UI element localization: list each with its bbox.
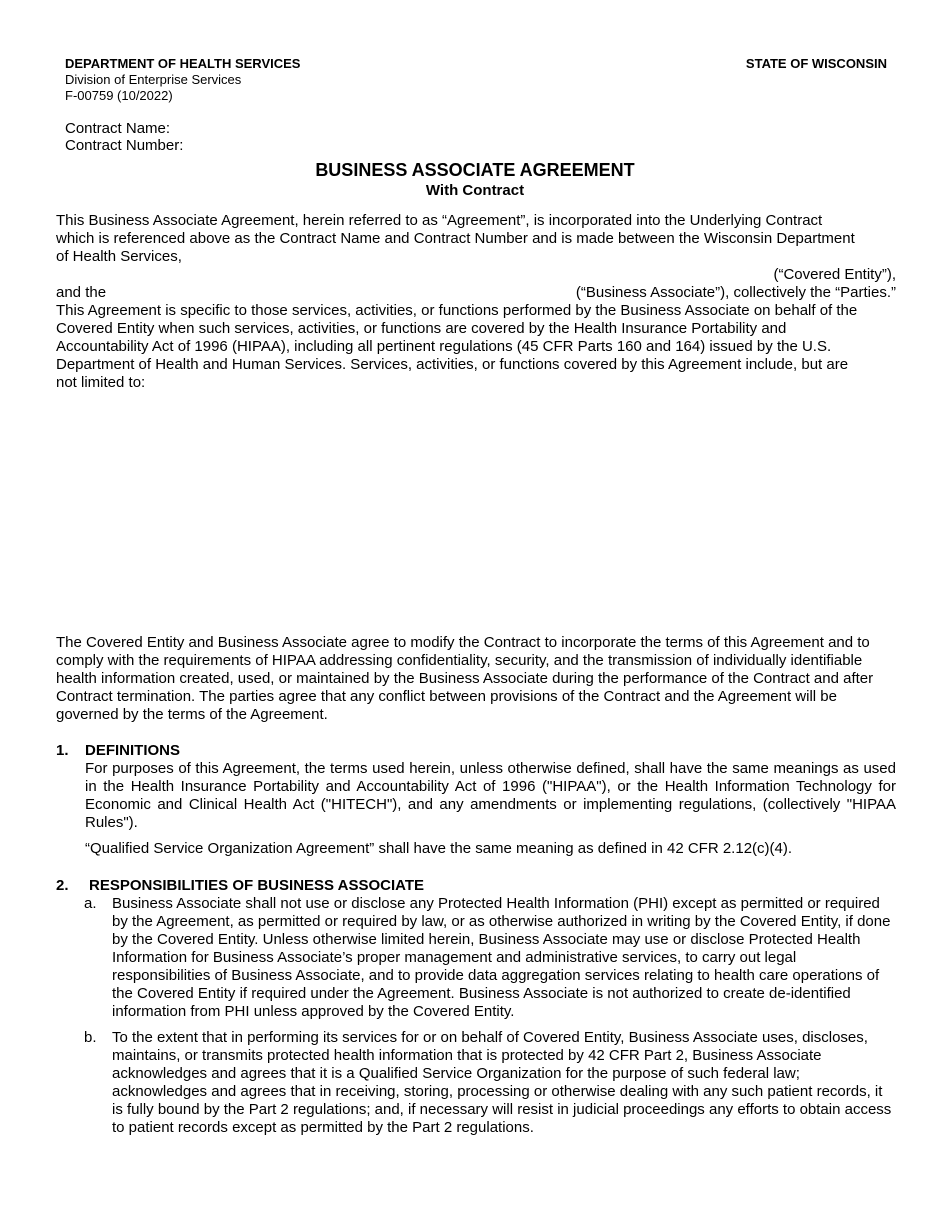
intro-line: Accountability Act of 1996 (HIPAA), including all pertinent regulations (45 CFR Parts 160 and 164) issued by the U.S. bbox=[56, 338, 832, 355]
item-text: To the extent that in performing its services for or on behalf of Covered Entity, Business Associate uses, discloses, maintains, or transmits protected health information that is protected by 42 CFR Part 2, Business Associate acknowledges and agrees that it is a Qualified Service Organization for the purpose of such federal law; acknowledges and agrees that in receiving, storing, processing or otherwise dealing with any such patient records, it is fully bound by the Part 2 regulations; and, if necessary will resist in judicial proceedings any efforts to obtain access to patient records except as permitted by the Part 2 regulations. bbox=[112, 1029, 892, 1136]
item-letter: a. bbox=[84, 895, 97, 912]
contract-name-label: Contract Name: bbox=[65, 120, 171, 137]
qsoa-definition-paragraph: “Qualified Service Organization Agreement” shall have the same meaning as defined in 42 CFR 2.12(c)(4). bbox=[85, 840, 793, 857]
item-text: Business Associate shall not use or disclose any Protected Health Information (PHI) except as permitted or required by the Agreement, as permitted or required by law, or as otherwise authorized in writing by the Covered Entity, if done by the Covered Entity. Unless otherwise limited herein, Business Associate may use or disclose Protected Health Information for Business Associate’s proper management and administrative services, to carry out legal responsibilities of Business Associate, and to provide data aggregation services relating to health care operations of the Covered Entity if required under the Agreement. Business Associate is not authorized to create de-identified information from PHI unless approved by the Covered Entity. bbox=[112, 895, 891, 1020]
division-name: Division of Enterprise Services bbox=[65, 72, 242, 87]
section-number: 1. bbox=[56, 742, 69, 759]
item-letter: b. bbox=[84, 1029, 97, 1046]
document-subtitle: With Contract bbox=[425, 182, 525, 199]
section-definitions bbox=[56, 742, 896, 858]
contract-number-label: Contract Number: bbox=[65, 137, 184, 154]
covered-entity-label: (“Covered Entity”), bbox=[773, 266, 896, 283]
intro-line: Covered Entity when such services, activities, or functions are covered by the Health Insurance Portability and bbox=[56, 320, 787, 337]
intro-line: of Health Services, bbox=[56, 248, 182, 265]
intro-line: Department of Health and Human Services. Services, activities, or functions covered by this Agreement include, but are bbox=[56, 356, 849, 373]
modify-contract-paragraph: The Covered Entity and Business Associate agree to modify the Contract to incorporate the terms of this Agreement and to comply with the requirements of HIPAA addressing confidentiality, security, and the transmission of individually identifiable health information created, used, or maintained by the Business Associate during the performance of the Contract and after Contract termination. The parties agree that any conflict between provisions of the Contract and the Agreement will be governed by the terms of the Agreement. bbox=[56, 634, 874, 723]
intro-line: not limited to: bbox=[56, 374, 146, 391]
covered-entity-line bbox=[56, 266, 896, 284]
list-item bbox=[84, 895, 896, 1021]
intro-line: This Business Associate Agreement, herein referred to as “Agreement”, is incorporated into the Underlying Contract bbox=[56, 212, 823, 229]
section-title: DEFINITIONS bbox=[85, 742, 181, 759]
intro-paragraph bbox=[56, 212, 896, 392]
section-number: 2. bbox=[56, 877, 69, 894]
section-heading bbox=[56, 877, 896, 895]
form-number: F-00759 (10/2022) bbox=[65, 88, 173, 103]
list-item bbox=[84, 1029, 896, 1137]
and-the-label: and the bbox=[56, 284, 107, 301]
definitions-paragraph: For purposes of this Agreement, the terms used herein, unless otherwise defined, shall have the same meanings as used in the Health Insurance Portability and Accountability Act of 1996 ("HIPAA"), or the Health Information Technology for Economic and Clinical Health Act ("HITECH"), and any amendments or implementing regulations, (collectively "HIPAA Rules"). bbox=[85, 760, 896, 831]
business-associate-line bbox=[56, 284, 896, 302]
intro-line: which is referenced above as the Contract Name and Contract Number and is made between the Wisconsin Department bbox=[56, 230, 855, 247]
section-responsibilities bbox=[56, 877, 896, 1137]
document-title: BUSINESS ASSOCIATE AGREEMENT bbox=[315, 160, 635, 180]
state-name: STATE OF WISCONSIN bbox=[745, 56, 887, 71]
business-associate-label: (“Business Associate”), collectively the “Parties.” bbox=[575, 284, 896, 301]
intro-line: This Agreement is specific to those services, activities, or functions performed by the Business Associate on behalf of the bbox=[56, 302, 858, 319]
contract-fields bbox=[65, 120, 183, 154]
section-title: RESPONSIBILITIES OF BUSINESS ASSOCIATE bbox=[89, 877, 425, 894]
header-left bbox=[65, 56, 300, 104]
section-heading bbox=[56, 742, 896, 760]
department-name: DEPARTMENT OF HEALTH SERVICES bbox=[65, 56, 301, 71]
